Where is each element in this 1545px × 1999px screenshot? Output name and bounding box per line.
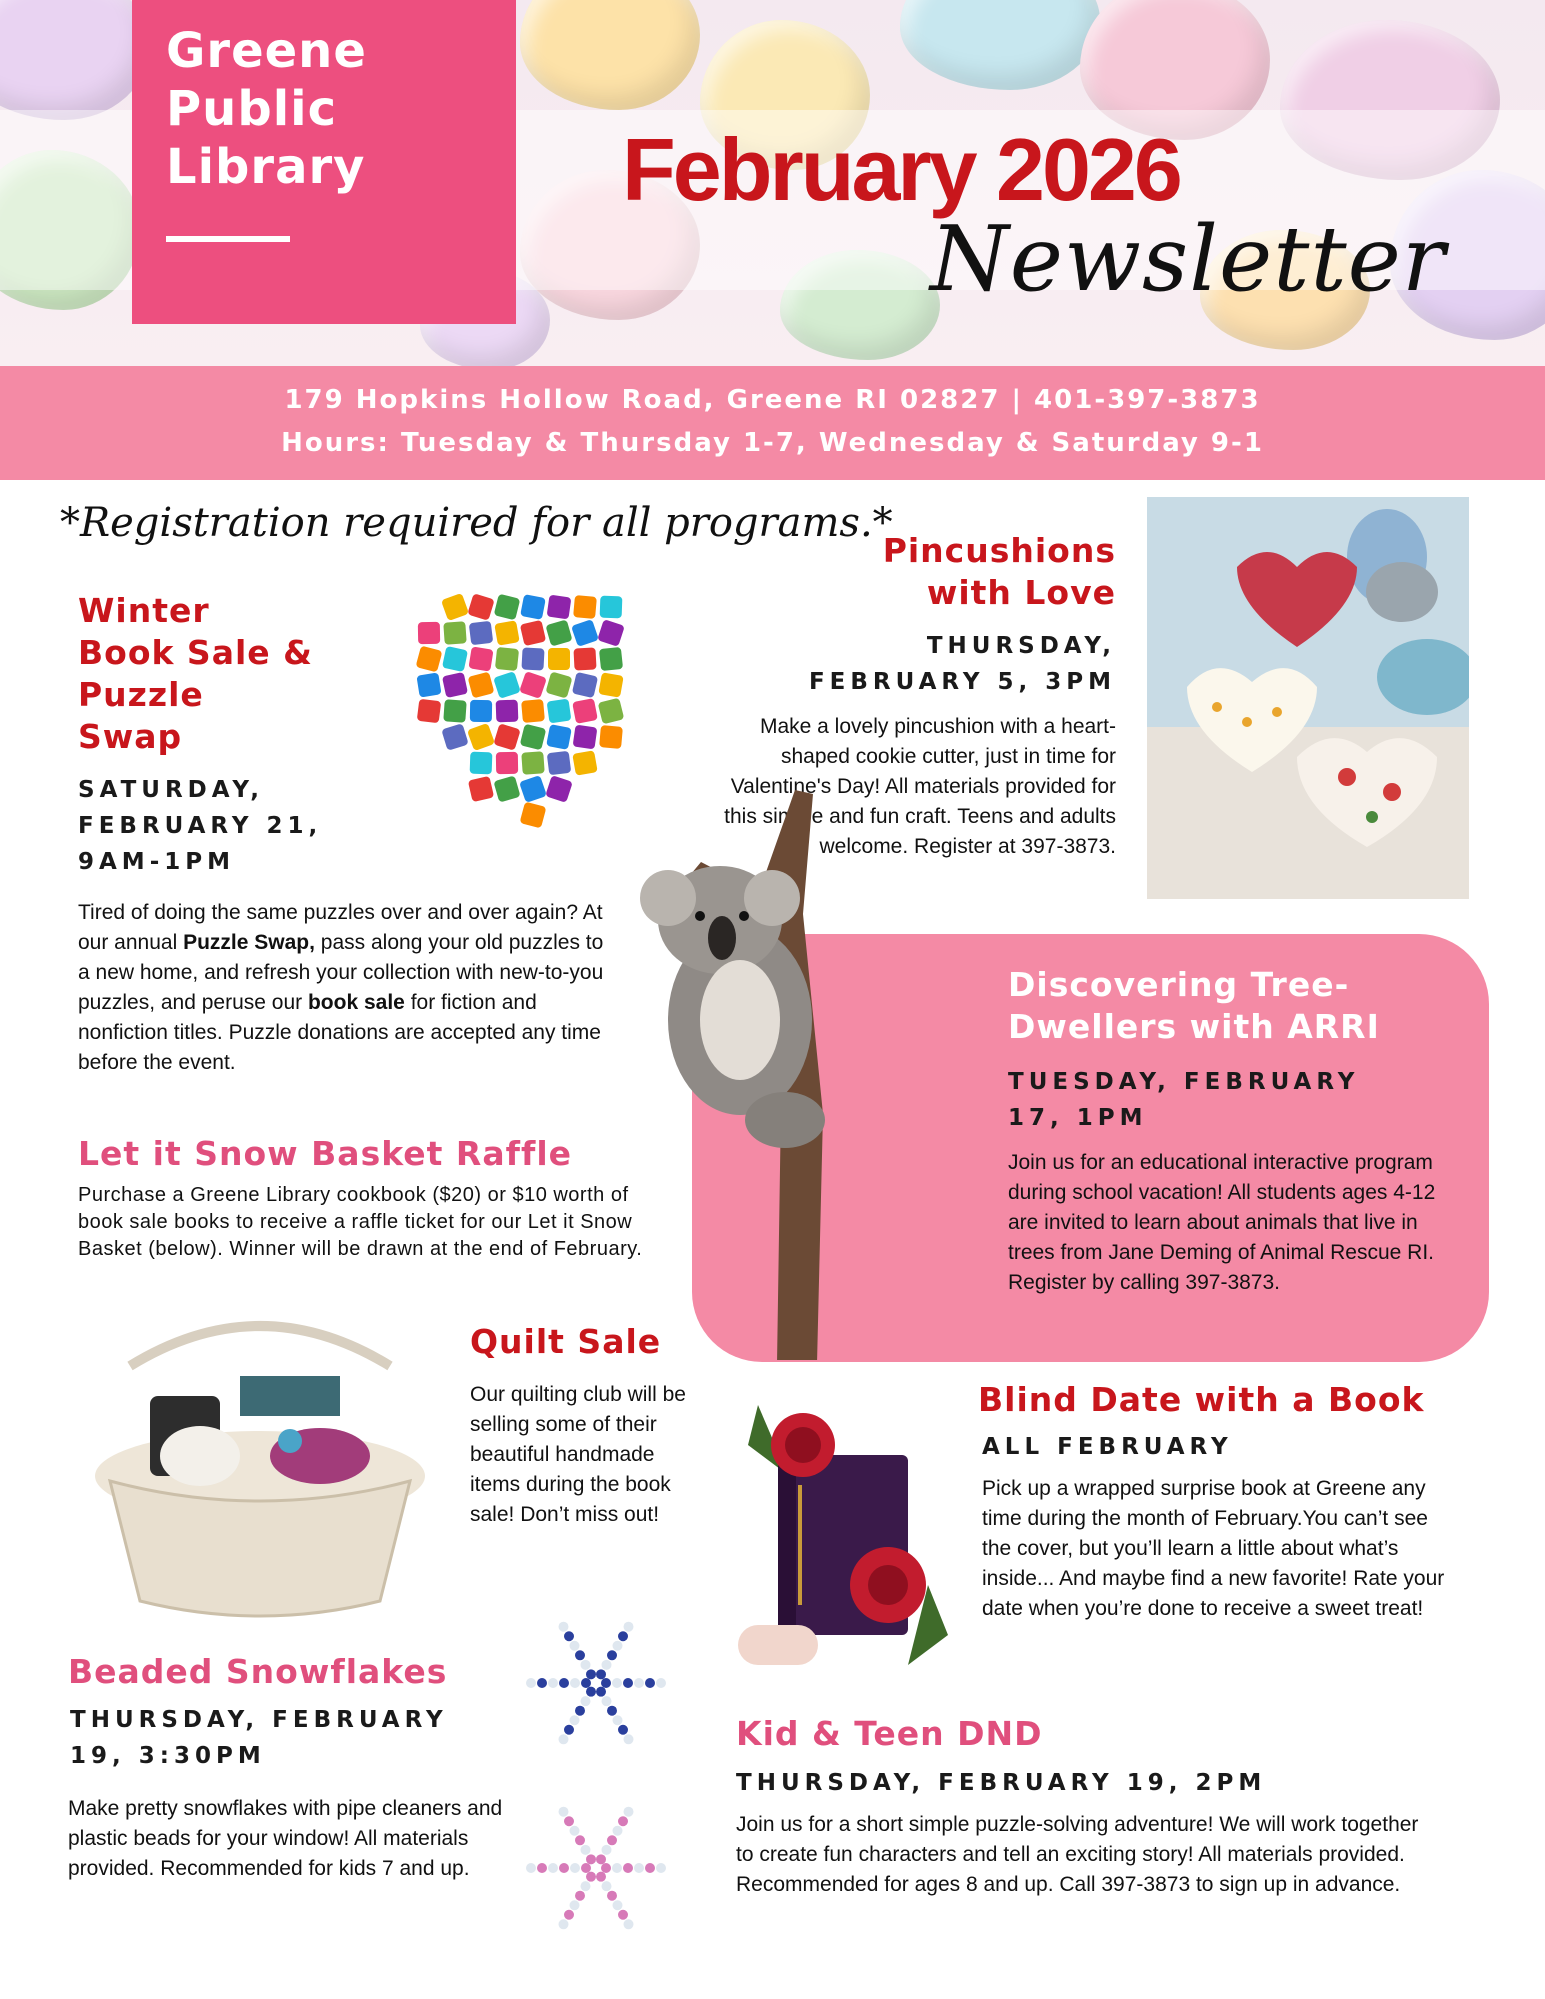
tree-dwellers-description: Join us for an educational interactive program during school vacation! All students ages 4-12 are invited to learn about animals that live in trees from Jane Deming of Animal Rescue RI. Register by calling 397-3873. <box>1008 1151 1436 1294</box>
puzzle-piece <box>443 621 466 644</box>
puzzle-piece <box>520 620 546 646</box>
bead <box>581 1660 591 1670</box>
bead <box>564 1910 574 1920</box>
blind-date-title: Blind Date with a Book <box>978 1380 1425 1419</box>
bead <box>624 1734 634 1744</box>
puzzle-piece <box>441 723 468 750</box>
puzzle-piece <box>470 700 492 722</box>
bead <box>618 1631 628 1641</box>
quilt-sale-title: Quilt Sale <box>470 1322 662 1361</box>
bead <box>596 1669 606 1679</box>
bead <box>586 1669 596 1679</box>
puzzle-piece <box>520 594 546 620</box>
puzzle-piece <box>495 647 519 671</box>
bead <box>623 1863 633 1873</box>
puzzle-piece <box>496 700 519 723</box>
puzzle-piece <box>573 595 597 619</box>
snowflakes-date: THURSDAY, FEBRUARY 19, 3:30PM <box>70 1707 448 1769</box>
bead <box>559 1678 569 1688</box>
bead <box>613 1826 623 1836</box>
puzzle-piece <box>467 593 494 620</box>
puzzle-piece <box>547 699 572 724</box>
address-line: 179 Hopkins Hollow Road, Greene RI 02827 | 401-397-3873 <box>284 385 1261 415</box>
bead <box>612 1678 622 1688</box>
raffle-title: Let it Snow Basket Raffle <box>78 1134 573 1173</box>
bead <box>624 1622 634 1632</box>
bead <box>581 1696 591 1706</box>
bead <box>564 1816 574 1826</box>
bead <box>607 1650 617 1660</box>
bead <box>645 1863 655 1873</box>
bead <box>645 1678 655 1688</box>
puzzle-piece <box>493 775 520 802</box>
tree-dwellers-title: Discovering Tree-Dwellers with ARRI <box>1008 965 1380 1046</box>
bead <box>581 1881 591 1891</box>
puzzle-piece <box>442 646 468 672</box>
bead <box>537 1678 547 1688</box>
bead <box>570 1900 580 1910</box>
puzzle-piece <box>598 672 623 697</box>
bead <box>613 1641 623 1651</box>
puzzle-piece <box>597 619 625 647</box>
puzzle-piece <box>521 647 544 670</box>
dnd-date: THURSDAY, FEBRUARY 19, 2PM <box>736 1770 1267 1796</box>
bead <box>607 1706 617 1716</box>
bead <box>559 1622 569 1632</box>
puzzle-piece <box>519 671 547 699</box>
tree-dwellers-date: TUESDAY, FEBRUARY 17, 1PM <box>1008 1069 1360 1131</box>
bead <box>618 1725 628 1735</box>
puzzle-piece <box>521 751 544 774</box>
bead <box>570 1715 580 1725</box>
puzzle-piece <box>468 776 494 802</box>
bead <box>575 1706 585 1716</box>
bead <box>581 1845 591 1855</box>
beaded-snowflakes-image <box>496 1588 706 1968</box>
puzzle-piece <box>547 751 572 776</box>
bead <box>586 1872 596 1882</box>
book-roses-image <box>728 1385 958 1685</box>
puzzle-piece <box>493 723 520 750</box>
bead <box>596 1687 606 1697</box>
bead <box>559 1919 569 1929</box>
quilt-sale-description: Our quilting club will be selling some of their beautiful handmade items during the book sale! Don’t miss out! <box>470 1383 686 1526</box>
bead <box>537 1863 547 1873</box>
puzzle-piece <box>493 671 521 699</box>
bead <box>559 1734 569 1744</box>
newsletter-subtitle: Newsletter <box>930 207 1446 312</box>
bead <box>596 1854 606 1864</box>
bead <box>607 1835 617 1845</box>
registration-note: *Registration required for all programs.* <box>60 500 893 546</box>
puzzle-piece <box>418 622 440 644</box>
puzzle-piece <box>496 752 518 774</box>
bead <box>564 1631 574 1641</box>
raffle-description: Purchase a Greene Library cookbook ($20) or $10 worth of book sale books to receive a raffle ticket for our Let it Snow Basket (below). Winner will be drawn at the end of February. <box>78 1184 643 1260</box>
bead <box>613 1900 623 1910</box>
puzzle-piece <box>573 647 596 670</box>
puzzle-piece <box>468 672 495 699</box>
bead <box>602 1696 612 1706</box>
bead <box>570 1863 580 1873</box>
dnd-description: Join us for a short simple puzzle-solving adventure! We will work together to create fun characters and tell an exciting story! All materials provided. Recommended for ages 8 and up. Call 397-3873 to sign up in advance. <box>736 1813 1419 1896</box>
puzzle-piece <box>545 671 572 698</box>
puzzle-piece <box>548 648 570 670</box>
pincushions-title: Pincushions with Love <box>882 531 1116 612</box>
koala-image <box>600 790 960 1360</box>
puzzle-piece <box>573 725 598 750</box>
bead <box>575 1891 585 1901</box>
blind-date-date: ALL FEBRUARY <box>982 1434 1233 1460</box>
bead <box>602 1845 612 1855</box>
bead <box>526 1863 536 1873</box>
dnd-title: Kid & Teen DND <box>736 1714 1043 1753</box>
bead <box>656 1863 666 1873</box>
bead <box>559 1807 569 1817</box>
puzzle-piece <box>441 593 469 621</box>
winter-sale-date: SATURDAY, FEBRUARY 21, 9AM-1PM <box>78 777 323 875</box>
contact-band <box>0 366 1545 480</box>
puzzle-piece <box>520 802 547 829</box>
puzzle-piece <box>467 723 495 751</box>
bead <box>581 1678 591 1688</box>
puzzle-piece <box>469 621 494 646</box>
logo-divider <box>166 236 290 242</box>
puzzle-piece <box>545 775 573 803</box>
puzzle-piece <box>599 647 623 671</box>
puzzle-piece <box>572 672 598 698</box>
puzzle-piece <box>521 699 545 723</box>
pincushion-photo <box>1147 497 1469 899</box>
puzzle-piece <box>600 596 623 619</box>
puzzle-piece <box>494 620 519 645</box>
bead <box>586 1687 596 1697</box>
puzzle-piece <box>546 724 572 750</box>
puzzle-piece <box>443 699 466 722</box>
bead <box>570 1641 580 1651</box>
bead <box>548 1678 558 1688</box>
puzzle-piece <box>442 672 468 698</box>
snowflakes-description: Make pretty snowflakes with pipe cleaners and plastic beads for your window! All materials provided. Recommended for kids 7 and up. <box>68 1797 503 1880</box>
puzzle-piece <box>598 698 625 725</box>
bead <box>607 1891 617 1901</box>
pincushions-description: Make a lovely pincushion with a heart-shaped cookie cutter, just in time for Valentine's Day! All materials provided for this simple and fun craft. Teens and adults welcome. Register at 397-3873. <box>724 715 1116 858</box>
puzzle-piece <box>519 775 547 803</box>
bead <box>601 1863 611 1873</box>
bead <box>548 1863 558 1873</box>
raffle-basket-image <box>90 1306 430 1636</box>
puzzle-piece <box>416 646 443 673</box>
bead <box>634 1678 644 1688</box>
bead <box>601 1678 611 1688</box>
bead <box>575 1835 585 1845</box>
bead <box>656 1678 666 1688</box>
bead <box>624 1919 634 1929</box>
puzzle-piece <box>416 672 441 697</box>
bead <box>526 1678 536 1688</box>
puzzle-piece <box>520 724 547 751</box>
blind-date-description: Pick up a wrapped surprise book at Greene any time during the month of February.You can’t see the cover, but you’ll learn a little about what’s inside... And maybe find a new favorite! Rate your date when you’re done to receive a sweet treat! <box>982 1477 1445 1620</box>
winter-sale-description: Tired of doing the same puzzles over and over again? At our annual Puzzle Swap, pass along your old puzzles to a new home, and refresh your collection with new-to-you puzzles, and peruse our book sale for fiction and nonfiction titles. Puzzle donations are accepted any time before the event. <box>78 901 604 1074</box>
header-banner <box>0 0 1545 366</box>
snowflakes-title: Beaded Snowflakes <box>68 1652 448 1691</box>
library-logo <box>132 0 516 324</box>
bead <box>623 1678 633 1688</box>
bead <box>586 1854 596 1864</box>
bead <box>570 1678 580 1688</box>
puzzle-piece <box>417 699 442 724</box>
bead <box>570 1826 580 1836</box>
bead <box>624 1807 634 1817</box>
bead <box>612 1863 622 1873</box>
bead <box>613 1715 623 1725</box>
pincushions-date: THURSDAY, FEBRUARY 5, 3PM <box>808 633 1116 695</box>
puzzle-piece <box>572 750 597 775</box>
bead <box>559 1863 569 1873</box>
puzzle-piece <box>470 752 493 775</box>
bead <box>575 1650 585 1660</box>
bead <box>618 1816 628 1826</box>
bead <box>602 1881 612 1891</box>
puzzle-piece <box>547 595 572 620</box>
library-name: Greene Public Library <box>166 23 367 195</box>
hours-line: Hours: Tuesday & Thursday 1-7, Wednesday & Saturday 9-1 <box>281 428 1264 458</box>
bead <box>618 1910 628 1920</box>
puzzle-piece <box>599 725 623 749</box>
puzzle-piece <box>468 646 493 671</box>
bead <box>602 1660 612 1670</box>
puzzle-piece <box>572 698 598 724</box>
winter-sale-title: Winter Book Sale & Puzzle Swap <box>78 591 313 756</box>
bead <box>581 1863 591 1873</box>
bead <box>564 1725 574 1735</box>
puzzle-piece <box>545 619 572 646</box>
bead <box>634 1863 644 1873</box>
puzzle-piece <box>571 619 599 647</box>
newsletter-title: February 2026 <box>622 120 1180 219</box>
bead <box>596 1872 606 1882</box>
puzzle-piece <box>494 594 521 621</box>
